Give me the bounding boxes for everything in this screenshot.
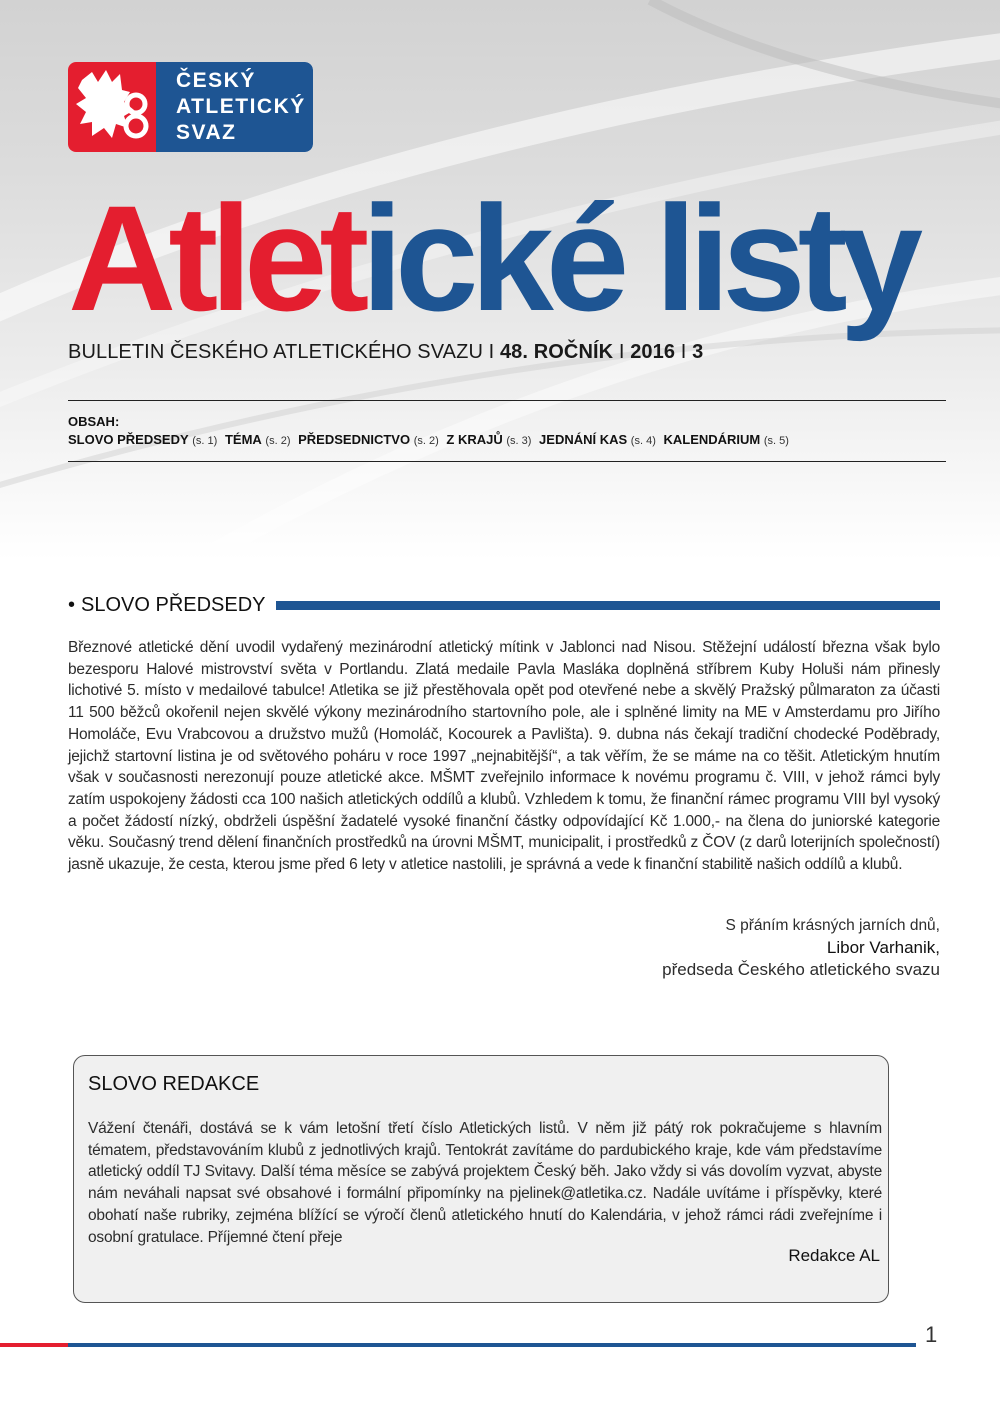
toc-page: (s. 4) xyxy=(630,435,656,447)
logo-wordmark xyxy=(156,62,313,152)
toc-page: (s. 2) xyxy=(413,435,439,447)
publication-title xyxy=(68,174,916,342)
logo-line-2: ATLETICKÝ xyxy=(176,95,306,118)
toc-item-tema[interactable]: TÉMA xyxy=(224,432,262,447)
subtitle-volume: 48. ROČNÍK xyxy=(499,341,614,363)
title-red-part: Atlet xyxy=(68,174,362,342)
divider-top xyxy=(68,400,946,401)
toc-item-kalendarium[interactable]: KALENDÁRIUM xyxy=(663,432,761,447)
editorial-text: Vážení čtenáři, dostává se k vám letošní třetí číslo Atletických listů. V něm již pátý rok pokračujeme s hlavním tématem, představováním klubů z jednotlivých krajů. Tentokrát zavítáme do pardubického kraje, kde vám představíme atletický oddíl TJ Svitavy. Další téma měsíce se zabývá projektem Český běh. Jako vždy si vás dovolím vyzvat, abyste nám neváhali napsat své obsahové i formální připomínky na pjelinek@atletika.cz. Nadále uvítáme i příspěvky, které obohatí naše rubriky, zejména blížící se výročí členů atletického hnutí do Kalendária, v jehož rámci rádi zveřejníme i osobní gratulace. Příjemné čtení přeje xyxy=(88,1120,882,1246)
toc-page: (s. 2) xyxy=(265,435,291,447)
logo-line-1: ČESKÝ xyxy=(176,69,256,92)
subtitle-separator-2: I xyxy=(675,341,693,363)
toc-label: OBSAH: xyxy=(68,414,120,429)
title-blue-part: ické listy xyxy=(361,174,916,342)
toc-item-predsednictvo[interactable]: PŘEDSEDNICTVO xyxy=(298,432,411,447)
bulletin-subtitle xyxy=(68,341,703,364)
toc-item-z-kraju[interactable]: Z KRAJŮ xyxy=(446,432,503,447)
footer-blue-line xyxy=(68,1343,916,1347)
subtitle-separator-1: I xyxy=(613,341,631,363)
chairman-message: Březnové atletické dění uvodil vydařený mezinárodní atletický mítink v Jablonci nad Nisou. Stěžejní událostí března však bylo bezesporu Halové mistrovství světa v Portlandu. Zlatá medaile Pavla Masláka doplněná stříbrem Kuby Holuši nám přinesly lichotivé 5. místo v medailové tabulce! Atletika se již přestěhovala opět pod otevřené nebe a skvělý Pražský půlmaraton za účasti 11 500 běžců okořenil nejen skvělé výkony mezinárodního startovního pole, ale i splněné limity na ME v Amsterdamu pro Jiřího Homoláče, Evu Vrabcovou a družstvo mužů (Homoláč, Kocourek a Pavlišta). 9. dubna nás čekají tradiční chodecké Poděbrady, jejichž startovní listina je od světového poháru v roce 1997 „nejnabitější“, a tak věřím, že se máme na co těšit. Atletickým hnutím však v současnosti nerezonují pouze atletické akce. MŠMT zveřejnilo informace k novému programu č. VIII, v jehož rámci byly zatím uspokojeny žádosti cca 100 našich atletických oddílů a klubů. Vzhledem k tomu, že finanční rámec programu VIII byl vysoký a počet žádostí nízký, obdrželi úspěšní žadatelé vysoké finanční částky odpovídající Kč 1.000,- na člena do juniorské kategorie věku. Současný trend dělení finančních prostředků na úrovni MŠMT, municipalit, i prostředků z ČOV (z darů loterijních společností) jasně ukazuje, že cesta, kterou jsme před 6 lety v atletice nastolili, je správná a vede k finanční stabilitě našich oddílů a klubů. xyxy=(68,639,940,874)
lion-icon xyxy=(68,62,156,152)
toc-item-jednani-kas[interactable]: JEDNÁNÍ KAS xyxy=(539,432,628,447)
editorial-box xyxy=(73,1055,889,1303)
section-heading-predseda xyxy=(68,593,940,617)
divider-toc xyxy=(68,461,946,462)
subtitle-year: 2016 xyxy=(630,341,676,363)
lion-emblem xyxy=(68,62,156,152)
logo-line-3: SVAZ xyxy=(176,121,237,144)
sign-name: Libor Varhanik, xyxy=(826,938,940,957)
toc-page: (s. 3) xyxy=(506,435,532,447)
sign-role: předseda Českého atletického svazu xyxy=(662,960,940,979)
footer-red-line xyxy=(0,1343,68,1347)
sign-greeting: S přáním krásných jarních dnů, xyxy=(725,917,940,934)
subtitle-plain: BULLETIN ČESKÉHO ATLETICKÉHO SVAZU I xyxy=(68,341,500,363)
toc-page: (s. 1) xyxy=(192,435,218,447)
editorial-sign: Redakce AL xyxy=(788,1246,880,1265)
table-of-contents xyxy=(68,432,793,447)
page-number: 1 xyxy=(925,1322,938,1347)
toc-item-slovo-predsedy[interactable]: SLOVO PŘEDSEDY xyxy=(68,432,189,447)
toc-page: (s. 5) xyxy=(763,435,789,447)
section-bar xyxy=(276,601,940,610)
subtitle-issue: 3 xyxy=(692,341,704,363)
association-logo xyxy=(68,62,313,152)
section-title: SLOVO PŘEDSEDY xyxy=(81,593,266,616)
editorial-title: SLOVO REDAKCE xyxy=(88,1073,260,1095)
bullet-icon: • xyxy=(68,593,76,616)
